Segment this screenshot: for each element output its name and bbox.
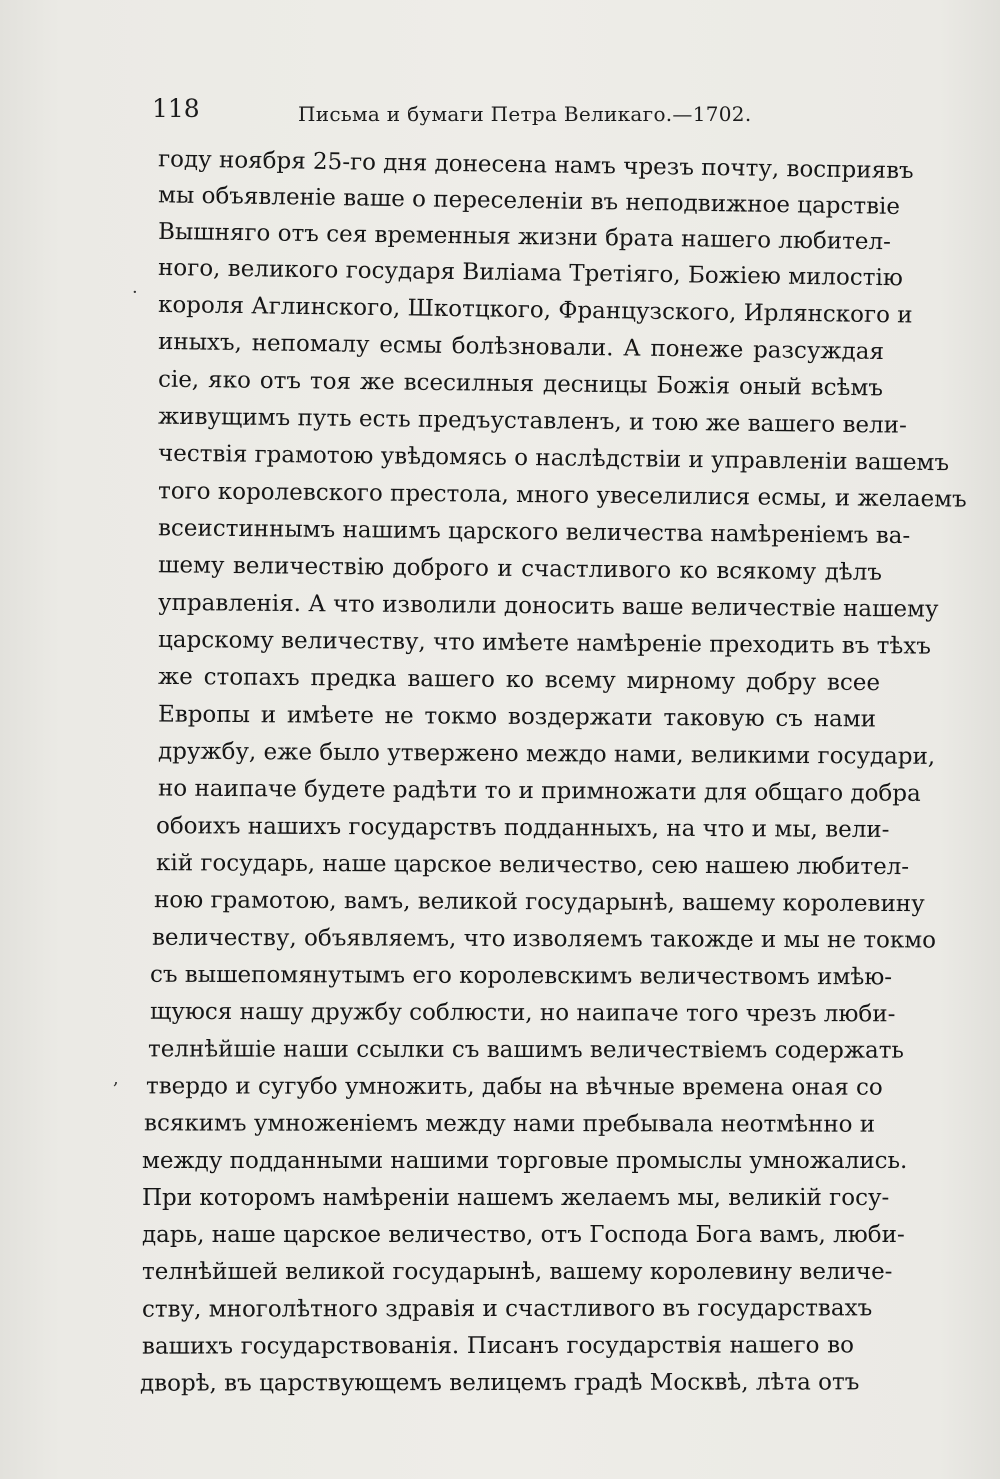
text-line-17: дружбу, еже было утвержено междо нами, великими государи, xyxy=(157,738,936,770)
text-line-33: вашихъ государствованія. Писанъ государствія нашего во xyxy=(141,1332,855,1360)
text-line-14: царскому величеству, что имѣете намѣреніе преходить въ тѣхъ xyxy=(157,626,932,660)
text-line-12: шему величествію доброго и счастливого ко всякому дѣлъ xyxy=(157,552,883,586)
text-line-21: ною грамотою, вамъ, великой государынѣ, вашему королевину xyxy=(153,887,925,918)
text-line-34: дворѣ, въ царствующемъ велицемъ градѣ Москвѣ, лѣта отъ xyxy=(139,1369,860,1397)
text-line-10: того королевского престола, много увеселилися есмы, и желаемъ xyxy=(157,478,967,513)
text-line-18: но наипаче будете радѣти то и примножати для общаго добра xyxy=(157,775,921,807)
text-line-7: сіе, яко отъ тоя же всесилныя десницы Божія оный всѣмъ xyxy=(157,366,884,402)
text-line-3: Вышняго отъ сея временныя жизни брата нашего любител- xyxy=(157,218,892,256)
text-line-23: съ вышепомянутымъ его королевскимъ величествомъ имѣю- xyxy=(149,961,893,991)
text-line-5: короля Аглинского, Шкотцкого, Французского, Ирлянского и xyxy=(157,291,913,329)
text-line-31: телнѣйшей великой государынѣ, вашему королевину величе- xyxy=(142,1259,893,1285)
text-line-30: дарь, наше царское величество, отъ Господа Бога вамъ, люби- xyxy=(142,1222,905,1248)
page-number: 118 xyxy=(152,94,200,123)
text-line-26: твердо и сугубо умножить, дабы на вѣчные времена оная со xyxy=(145,1073,883,1101)
text-line-1: году ноября 25-го дня донесена намъ чрезъ почту, восприявъ xyxy=(157,146,914,185)
stray-comma-mark: , xyxy=(113,1068,119,1089)
text-line-16: Европы и имѣете не токмо воздержати таковую съ нами xyxy=(157,701,877,733)
text-line-4: ного, великого государя Виліама Третіяго, Божіею милостію xyxy=(157,254,904,292)
text-line-25: телнѣйшіе наши ссылки съ вашимъ величествіемъ содержать xyxy=(147,1036,904,1064)
text-line-2: мы объявленіе ваше о переселеніи въ неподвижное царствіе xyxy=(157,182,901,220)
stray-dot-mark: · xyxy=(132,282,138,303)
text-line-24: щуюся нашу дружбу соблюсти, но наипаче того чрезъ люби- xyxy=(149,998,896,1028)
text-line-32: ству, многолѣтного здравія и счастливого въ государствахъ xyxy=(141,1295,873,1323)
text-line-15: же стопахъ предка вашего ко всему мирному добру всее xyxy=(157,663,881,697)
text-line-11: всеистиннымъ нашимъ царского величества намѣреніемъ ва- xyxy=(157,515,911,550)
text-line-28: между подданными нашими торговые промыслы умножались. xyxy=(142,1148,908,1174)
page-header xyxy=(152,92,752,132)
text-line-19: обоихъ нашихъ государствъ подданныхъ, на что и мы, вели- xyxy=(155,813,890,843)
text-line-20: кій государь, наше царское величество, сею нашею любител- xyxy=(155,850,910,881)
text-line-27: всякимъ умноженіемъ между нами пребывала неотмѣнно и xyxy=(143,1110,876,1138)
text-line-22: величеству, объявляемъ, что изволяемъ такожде и мы не токмо xyxy=(151,924,937,954)
text-line-9: чествія грамотою увѣдомясь о наслѣдствіи и управленіи вашемъ xyxy=(157,440,950,477)
text-line-13: управленія. А что изволили доносить ваше величествіе нашему xyxy=(157,589,939,623)
running-title: Письма и бумаги Петра Великаго.—1702. xyxy=(298,102,752,126)
text-line-29: При которомъ намѣреніи нашемъ желаемъ мы, великій госу- xyxy=(142,1185,890,1211)
text-line-8: живущимъ путь есть предъуставленъ, и тою же вашего вели- xyxy=(157,403,907,439)
text-line-6: иныхъ, непомалу есмы болѣзновали. А понеже разсуждая xyxy=(157,328,885,366)
